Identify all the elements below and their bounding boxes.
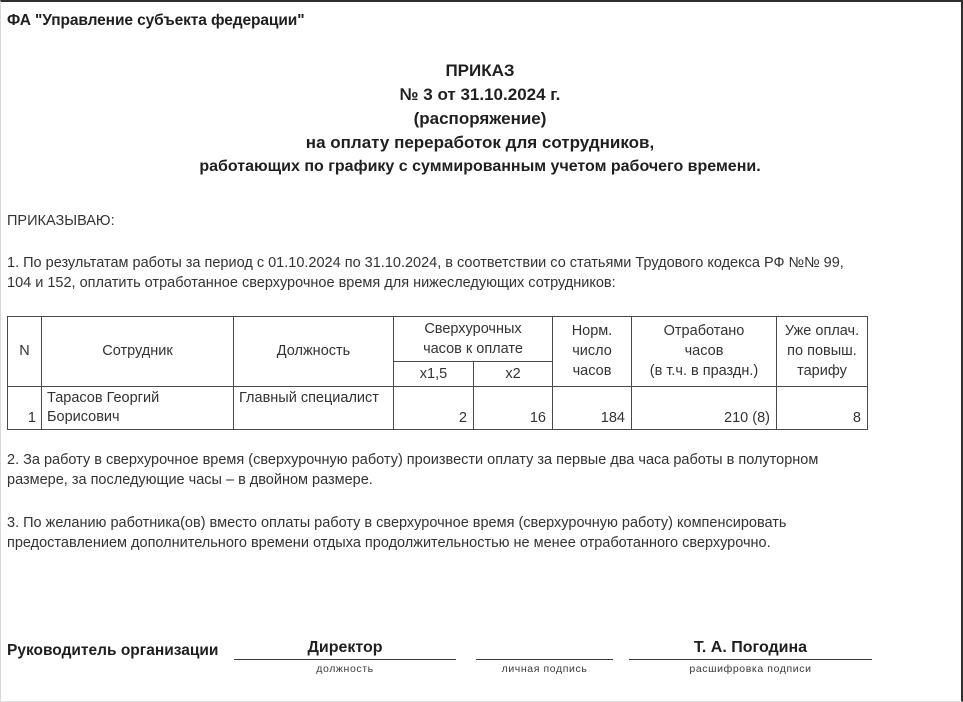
- header-paid-line2: по повыш.: [787, 343, 857, 360]
- order-keyword: ПРИКАЗЫВАЮ:: [7, 212, 115, 229]
- organization-name: ФА "Управление субъекта федерации": [7, 12, 305, 29]
- cell-norm-hours: 184: [553, 386, 632, 429]
- overtime-table-container: [7, 316, 953, 430]
- signature-personal-field: [476, 637, 613, 675]
- header-overtime-x15: x1,5: [394, 361, 474, 386]
- signature-role-label: Руководитель организации: [7, 642, 219, 659]
- signature-position-field: [234, 637, 456, 675]
- table-head: [8, 316, 868, 386]
- header-already-paid: [777, 316, 868, 386]
- header-norm-hours: [553, 316, 632, 386]
- title-line-number-date: № 3 от 31.10.2024 г.: [399, 84, 561, 104]
- header-overtime-x2: x2: [474, 361, 553, 386]
- title-line-disposition: (распоряжение): [413, 108, 547, 128]
- title-line-subject-2: работающих по графику с суммированным учетом рабочего времени.: [199, 157, 761, 175]
- document-body: [1, 2, 961, 701]
- header-overtime-group-line2: часов к оплате: [423, 340, 523, 357]
- cell-already-paid: 8: [777, 386, 868, 429]
- table-header-row-main: [8, 316, 868, 361]
- header-position: Должность: [234, 316, 394, 386]
- header-paid-line1: Уже оплач.: [784, 323, 860, 340]
- table-body: [8, 386, 868, 429]
- header-worked-hours: [632, 316, 777, 386]
- paragraph-3: 3. По желанию работника(ов) вместо оплаты работу в сверхурочное время (сверхурочную работу) компенсировать предоставлением дополнительного времени отдыха продолжительностью не менее отработанного сверхурочно.: [7, 514, 787, 552]
- title-line-order: ПРИКАЗ: [445, 60, 515, 80]
- cell-row-number: 1: [8, 386, 42, 429]
- header-employee: Сотрудник: [42, 316, 234, 386]
- signature-name-value: Т. А. Погодина: [693, 639, 808, 656]
- signature-position-caption: должность: [316, 663, 374, 675]
- header-overtime-group: [394, 316, 553, 361]
- cell-position: Главный специалист: [234, 386, 394, 429]
- title-line-subject-1: на оплату переработок для сотрудников,: [305, 132, 655, 152]
- header-norm-line1: Норм.: [571, 323, 613, 340]
- cell-overtime-x15: 2: [394, 386, 474, 429]
- header-worked-line1: Отработано: [663, 323, 745, 340]
- cell-worked-hours: 210 (8): [632, 386, 777, 429]
- signature-personal-value: [476, 637, 613, 659]
- signature-block: [7, 637, 887, 683]
- header-norm-line3: часов: [572, 363, 612, 380]
- cell-overtime-x2: 16: [474, 386, 553, 429]
- document-title-block: [7, 59, 953, 179]
- signature-name-caption: расшифровка подписи: [689, 663, 812, 675]
- header-worked-line2: часов: [684, 343, 724, 360]
- table-row: [8, 386, 868, 429]
- paragraph-1: 1. По результатам работы за период с 01.10.2024 по 31.10.2024, в соответствии со статьями Трудового кодекса РФ №№ 99, 104 и 152, оплатить отработанное сверхурочное время для нижеследующих сотрудников:: [7, 254, 844, 292]
- signature-name-field: [629, 637, 872, 675]
- header-paid-line3: тарифу: [797, 363, 847, 380]
- header-norm-line2: число: [572, 343, 612, 360]
- signature-personal-caption: личная подпись: [501, 663, 588, 675]
- header-n: N: [8, 316, 42, 386]
- header-overtime-group-line1: Сверхурочных: [424, 320, 522, 337]
- cell-employee: Тарасов Георгий Борисович: [42, 386, 234, 429]
- overtime-table: [7, 316, 868, 430]
- paragraph-2: 2. За работу в сверхурочное время (сверхурочную работу) произвести оплату за первые два часа работы в полуторном размере, за последующие часы – в двойном размере.: [7, 451, 819, 489]
- signature-position-value: Директор: [307, 639, 383, 656]
- header-worked-line3: (в т.ч. в праздн.): [649, 363, 759, 380]
